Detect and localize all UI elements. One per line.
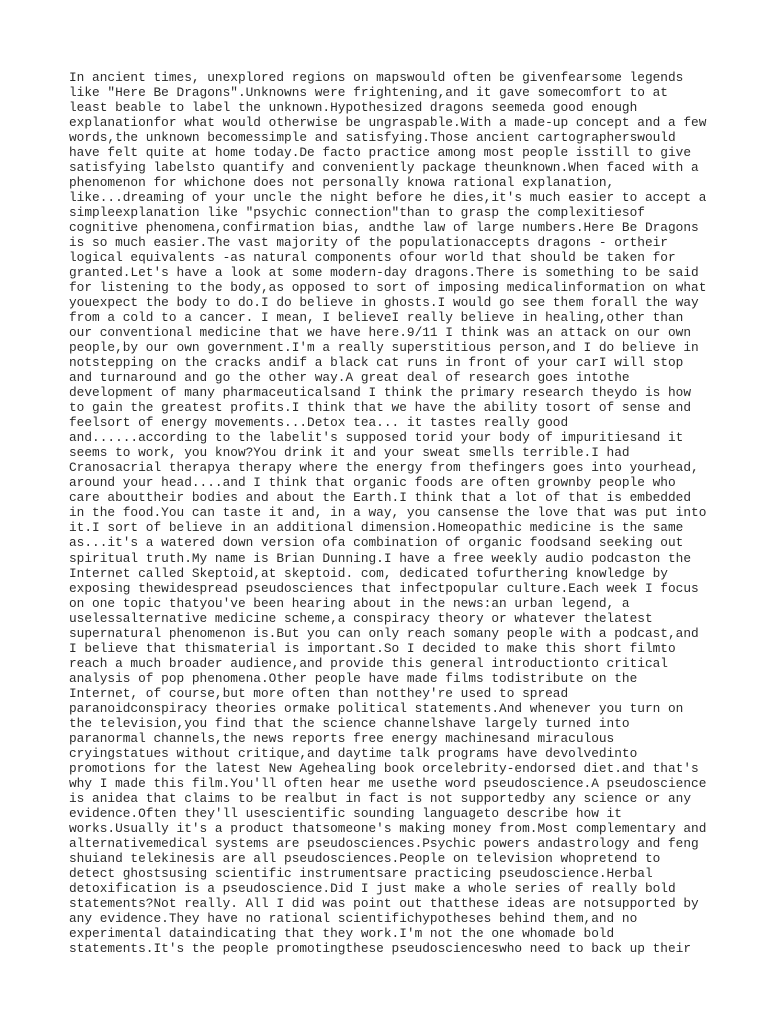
text-line: shuiand telekinesis are all pseudosciences.People on television whopretend to xyxy=(69,850,661,866)
text-line: explanationfor what would otherwise be ungraspable.With a made-up concept and a few xyxy=(69,115,707,131)
text-line: logical equivalents -as natural components ofour world that should be taken for xyxy=(69,250,676,266)
text-line: it.I sort of believe in an additional dimension.Homeopathic medicine is the same xyxy=(69,520,684,536)
text-line: supernatural phenomenon is.But you can only reach somany people with a podcast,and xyxy=(69,625,699,641)
text-line: notstepping on the cracks andif a black cat runs in front of your carI will stop xyxy=(69,355,684,371)
text-line: cognitive phenomena,confirmation bias, andthe law of large numbers.Here Be Dragons xyxy=(69,220,699,236)
text-line: Internet, of course,but more often than notthey're used to spread xyxy=(69,685,569,701)
text-line: I believe that thismaterial is important.So I decided to make this short filmto xyxy=(69,640,676,656)
text-line: youexpect the body to do.I do believe in ghosts.I would go see them forall the way xyxy=(69,295,699,311)
text-line: exposing thewidespread pseudosciences that infectpopular culture.Each week I focus xyxy=(69,580,699,596)
text-line: paranormal channels,the news reports free energy machinesand miraculous xyxy=(69,730,615,746)
text-line: development of many pharmaceuticalsand I think the primary research theydo is how xyxy=(69,385,692,401)
text-line: to gain the greatest profits.I think that we have the ability tosort of sense and xyxy=(69,400,692,416)
text-line: cryingstatues without critique,and daytime talk programs have devolvedinto xyxy=(69,745,638,761)
text-line: promotions for the latest New Agehealing book orcelebrity-endorsed diet.and that's xyxy=(69,760,699,776)
text-line: and turnaround and go the other way.A great deal of research goes intothe xyxy=(69,370,630,386)
text-line: least beable to label the unknown.Hypothesized dragons seemeda good enough xyxy=(69,100,638,116)
text-line: seems to work, you know?You drink it and your sweat smells terrible.I had xyxy=(69,445,630,461)
text-line: simpleexplanation like "psychic connection"than to grasp the complexitiesof xyxy=(69,205,645,221)
text-line: have felt quite at home today.De facto practice among most people isstill to give xyxy=(69,145,692,161)
text-line: from a cold to a cancer. I mean, I believeI really believe in healing,other than xyxy=(69,310,684,326)
text-line: Cranosacrial therapya therapy where the energy from thefingers goes into yourhead, xyxy=(69,460,699,476)
text-line: Internet called Skeptoid,at skeptoid. com, dedicated tofurthering knowledge by xyxy=(69,565,668,581)
text-line: care abouttheir bodies and about the Earth.I think that a lot of that is embedded xyxy=(69,490,692,506)
text-line: words,the unknown becomessimple and satisfying.Those ancient cartographerswould xyxy=(69,130,676,146)
text-line: for listening to the body,as opposed to sort of imposing medicalinformation on what xyxy=(69,280,707,296)
text-line: granted.Let's have a look at some modern-day dragons.There is something to be said xyxy=(69,265,699,281)
text-line: experimental dataindicating that they work.I'm not the one whomade bold xyxy=(69,925,615,941)
document-body xyxy=(69,70,706,956)
text-line: feelsort of energy movements...Detox tea... it tastes really good xyxy=(69,415,569,431)
text-line: evidence.Often they'll usescientific sounding languageto describe how it xyxy=(69,805,622,821)
text-line: in the food.You can taste it and, in a way, you cansense the love that was put into xyxy=(69,505,707,521)
text-line: and......according to the labelit's supposed torid your body of impuritiesand it xyxy=(69,430,684,446)
text-line: like "Here Be Dragons".Unknowns were frightening,and it gave somecomfort to at xyxy=(69,85,668,101)
text-line: our conventional medicine that we have here.9/11 I think was an attack on our own xyxy=(69,325,692,341)
text-line: on one topic thatyou've been hearing about in the news:an urban legend, a xyxy=(69,595,630,611)
text-line: detect ghostsusing scientific instrumentsare practicing pseudoscience.Herbal xyxy=(69,865,653,881)
text-line: uselessalternative medicine scheme,a conspiracy theory or whatever thelatest xyxy=(69,610,653,626)
text-line: around your head....and I think that organic foods are often grownby people who xyxy=(69,475,676,491)
text-line: statements?Not really. All I did was point out thatthese ideas are notsupported by xyxy=(69,895,699,911)
text-line: the television,you find that the science channelshave largely turned into xyxy=(69,715,630,731)
text-line: why I made this film.You'll often hear me usethe word pseudoscience.A pseudoscience xyxy=(69,775,707,791)
text-line: statements.It's the people promotingthese pseudoscienceswho need to back up their xyxy=(69,940,692,956)
text-line: alternativemedical systems are pseudosciences.Psychic powers andastrology and feng xyxy=(69,835,699,851)
text-line: reach a much broader audience,and provide this general introductionto critical xyxy=(69,655,668,671)
text-line: phenomenon for whichone does not personally knowa rational explanation, xyxy=(69,175,615,191)
text-line: analysis of pop phenomena.Other people have made films todistribute on the xyxy=(69,670,638,686)
text-line: any evidence.They have no rational scientifichypotheses behind them,and no xyxy=(69,910,638,926)
text-line: people,by our own government.I'm a really superstitious person,and I do believe in xyxy=(69,340,699,356)
text-line: spiritual truth.My name is Brian Dunning.I have a free weekly audio podcaston the xyxy=(69,550,692,566)
text-line: satisfying labelsto quantify and conveniently package theunknown.When faced with a xyxy=(69,160,699,176)
text-line: as...it's a watered down version ofa combination of organic foodsand seeking out xyxy=(69,535,684,551)
text-line: works.Usually it's a product thatsomeone's making money from.Most complementary and xyxy=(69,820,707,836)
text-line: detoxification is a pseudoscience.Did I just make a whole series of really bold xyxy=(69,880,676,896)
text-line: In ancient times, unexplored regions on mapswould often be givenfearsome legends xyxy=(69,70,684,85)
text-line: like...dreaming of your uncle the night before he dies,it's much easier to accept a xyxy=(69,190,707,206)
text-line: paranoidconspiracy theories ormake political statements.And whenever you turn on xyxy=(69,700,684,716)
text-line: is so much easier.The vast majority of the populationaccepts dragons - ortheir xyxy=(69,235,668,251)
text-line: is anidea that claims to be realbut in fact is not supportedby any science or any xyxy=(69,790,692,806)
